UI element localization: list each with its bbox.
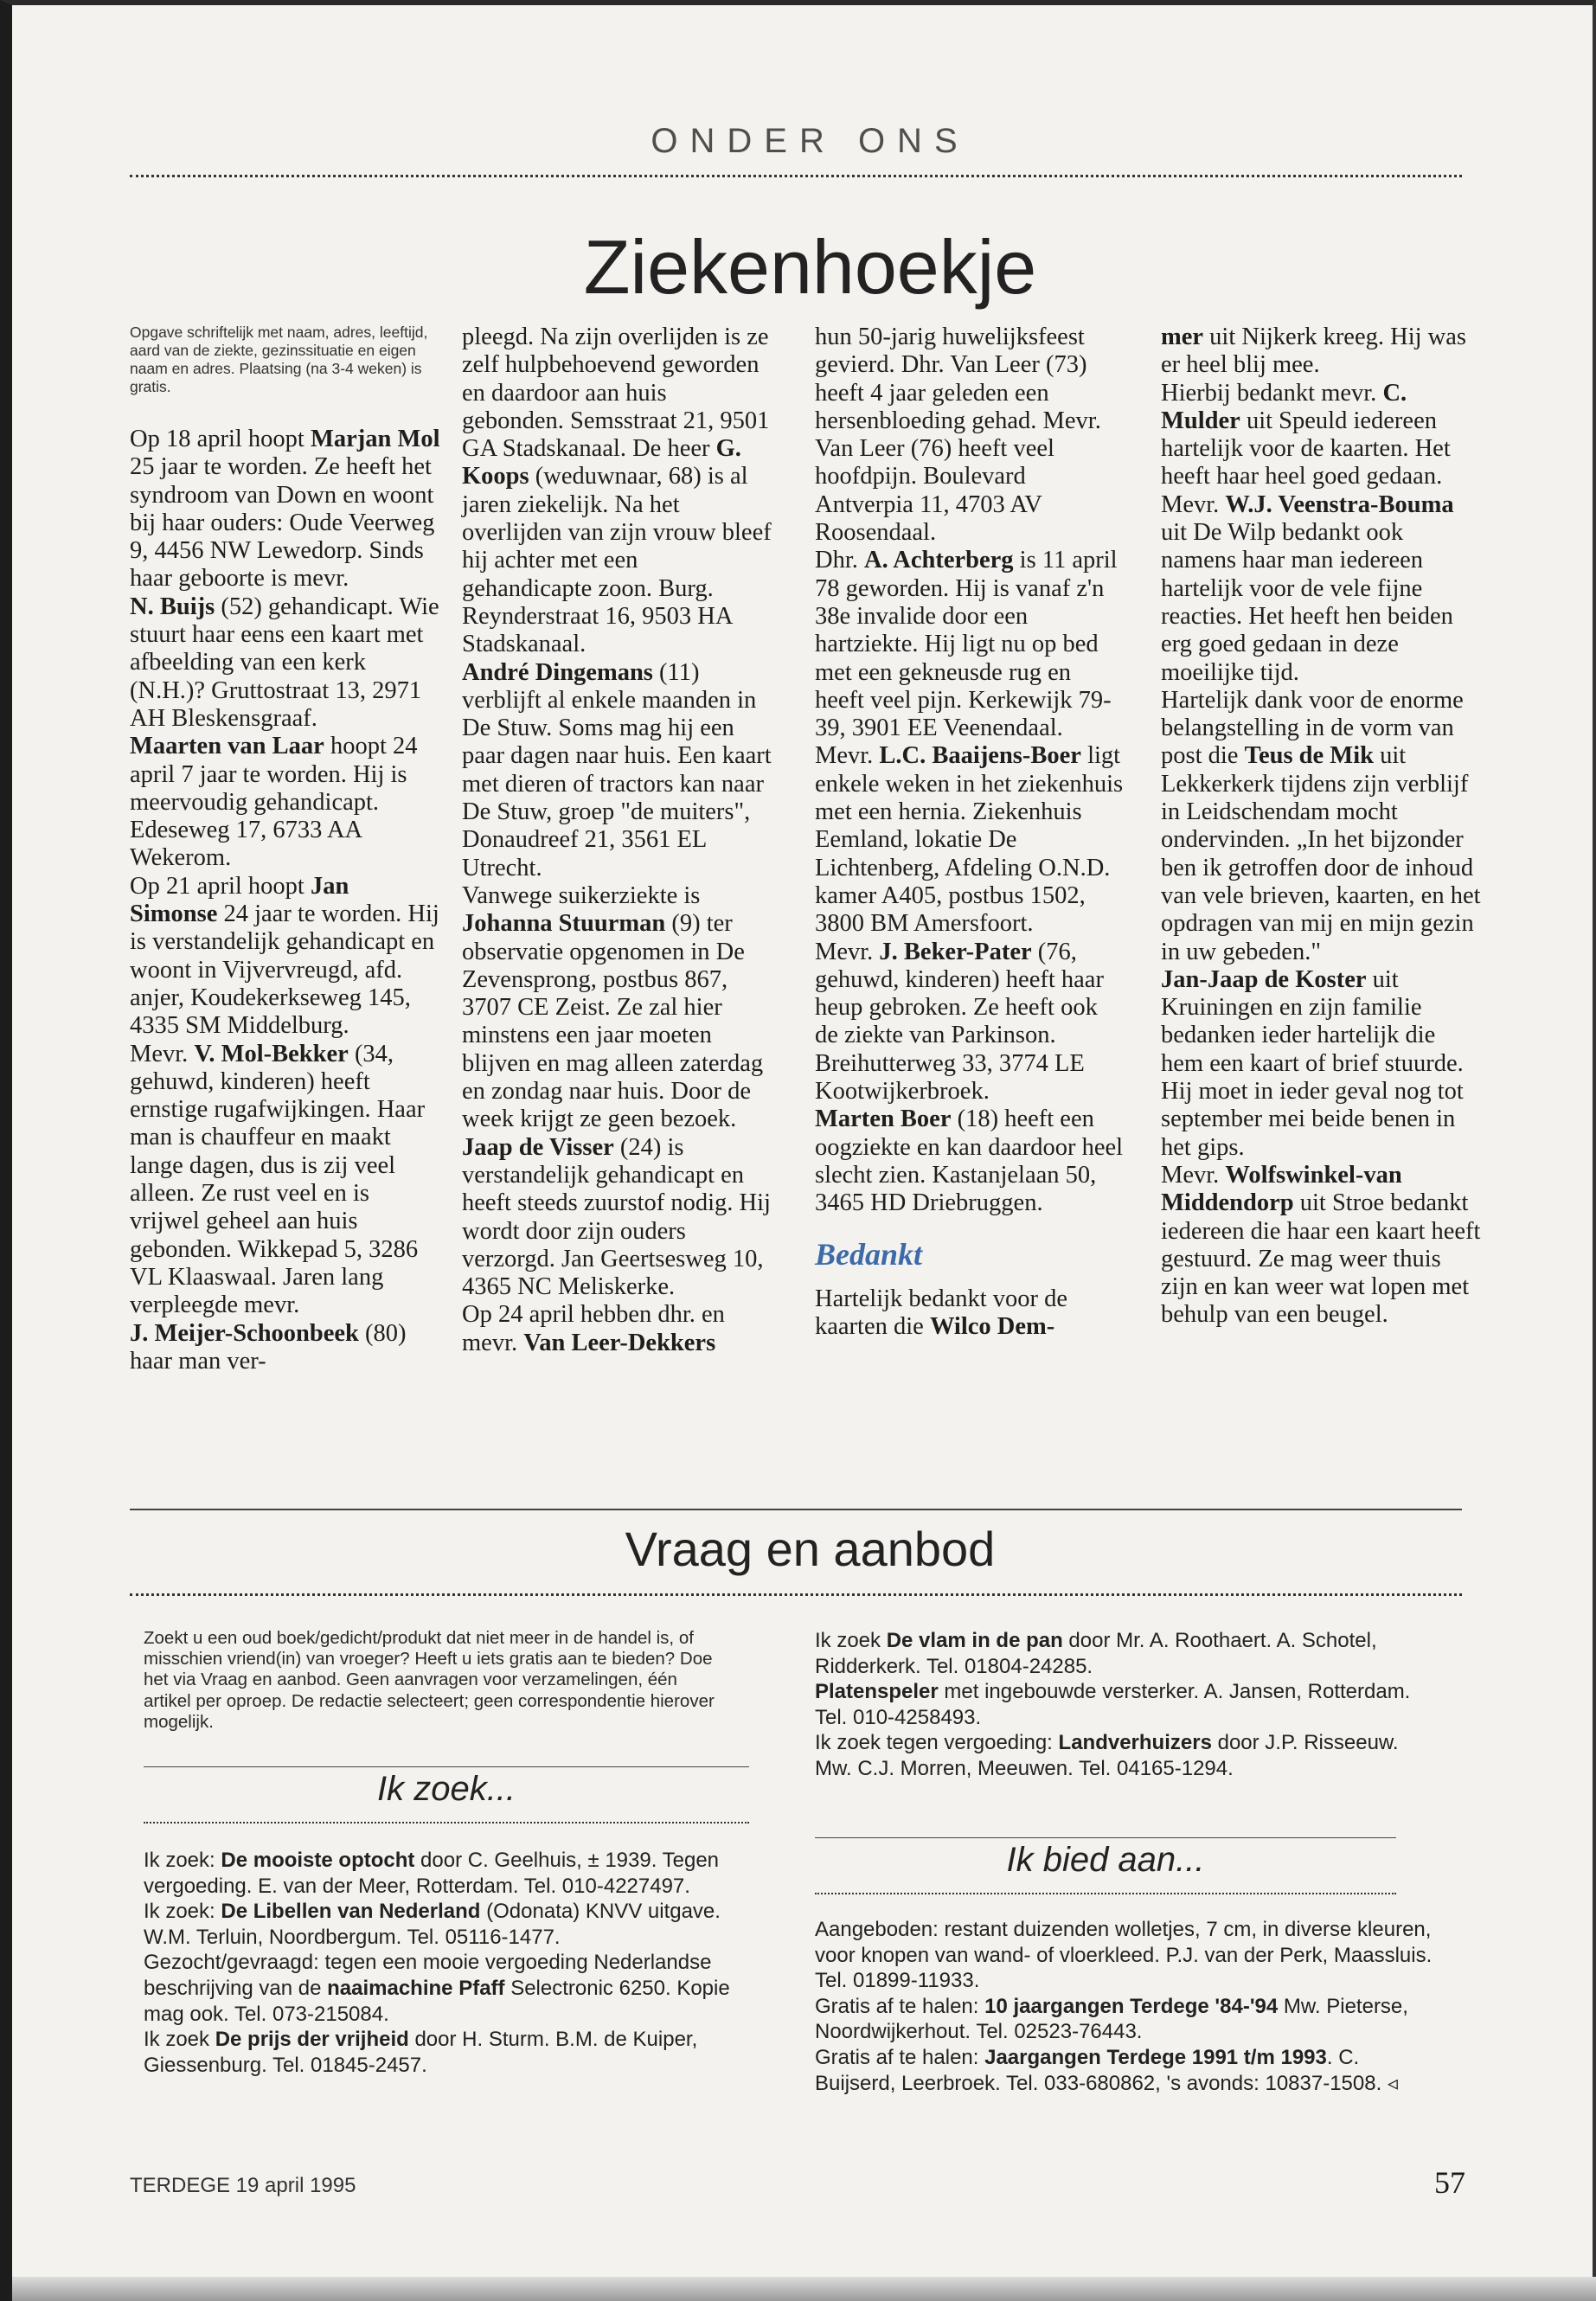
entry-name: 10 jaargangen Terdege '84-'94 (984, 1994, 1279, 2018)
entry-text: Hartelijk dank voor de enorme belangstelling in de vorm van post die (1161, 686, 1464, 770)
page-number: 57 (1434, 2165, 1465, 2200)
entry-text: Mevr. (1161, 1161, 1226, 1189)
entry-name: De prijs der vrijheid (215, 2028, 409, 2052)
entry (144, 1899, 740, 1950)
entry (1161, 687, 1481, 966)
entry-text: 25 jaar te worden. Ze heeft het syndroom van Down en woont bij haar ouders: Oude Veerweg 9, 4456 NW Lewedorp. Sinds haar geboorte is mevr. (130, 453, 435, 593)
entry-text: Op 24 april hebben dhr. en mevr. (462, 1301, 725, 1356)
footer-publication: TERDEGE 19 april 1995 (130, 2174, 356, 2197)
entry (130, 593, 441, 733)
entry-name: Marten Boer (815, 1106, 952, 1133)
bedankt-heading: Bedankt (815, 1236, 923, 1272)
entry-text: (9) ter observatie opgenomen in De Zevensprong, postbus 867, 3707 CE Zeist. Ze zal hier minstens een jaar moeten blijven en mag alleen zaterdag en zondag naar huis. Door de week krijgt ze geen bezoek. (462, 910, 764, 1133)
ziekenhoekje-intro: Opgave schriftelijk met naam, adres, leeftijd, aard van de ziekte, gezinssituatie en eigen naam en adres. Plaatsing (na 3-4 weken) is gratis. (130, 324, 428, 395)
entry-name: Wilco Dem- (929, 1313, 1055, 1341)
scan-edge (12, 2277, 1596, 2301)
entry (815, 547, 1126, 742)
entry-text: Mevr. (815, 938, 880, 965)
entry-name: Jan Simonse (130, 872, 349, 928)
entry (1161, 966, 1481, 1162)
entry-text: Hierbij bedankt mevr. (1161, 379, 1383, 407)
ik-zoek-list (144, 1848, 740, 2078)
entry-text: Gezocht/gevraagd: tegen een mooie vergoeding Nederlandse beschrijving van de (144, 1951, 712, 2000)
entry-name: De mooiste optocht (221, 1849, 415, 1872)
entry-name: De vlam in de pan (886, 1629, 1063, 1652)
entry-text: (18) heeft een oogziekte en kan daardoor heel slecht zien. Kastanjelaan 50, 3465 HD Driebruggen. (815, 1106, 1124, 1217)
entry (462, 324, 773, 659)
col4-entries (1161, 324, 1481, 1330)
entry (815, 1106, 1126, 1217)
col3-entries (815, 324, 1126, 1218)
entry-name: N. Buijs (130, 593, 215, 620)
entry-text: Vanwege suikerziekte is (462, 881, 701, 909)
entry (815, 1994, 1438, 2045)
ik-bied-list (815, 1917, 1438, 2096)
entry-text: Op 18 april hoopt (130, 426, 311, 452)
vraag-aanbod-intro: Zoekt u een oud boek/gedicht/produkt dat niet meer in de handel is, of misschien vriend(in) van vroeger? Heeft u iets gratis aan te bieden? Doe het via Vraag en aanbod. Geen aanvragen voor verzamelingen, één artikel per oproep. De redactie selecteert; geen correspondentie hierover mogelijk. (144, 1628, 715, 1732)
entry-text: . C. Buijserd, Leerbroek. Tel. 033-680862, 's avonds: 10837-1508. ◃ (815, 2045, 1398, 2095)
entry-name: Jan-Jaap de Koster (1161, 965, 1367, 993)
entry-text: Gratis af te halen: (815, 2045, 985, 2069)
entry-name: A. Achterberg (864, 547, 1014, 574)
entry (130, 1041, 441, 1320)
entry-text: uit Speuld iedereen hartelijk voor de kaarten. Het heeft haar heel goed gedaan. (1161, 407, 1451, 490)
entry-text: (Odonata) KNVV uitgave. W.M. Terluin, Noordbergum. Tel. 05116-1477. (144, 1900, 721, 1949)
entry (815, 742, 1126, 938)
entry (815, 1285, 1126, 1342)
entry-text: door C. Geelhuis, ± 1939. Tegen vergoeding. E. van der Meer, Rotterdam. Tel. 010-4227497. (144, 1849, 720, 1898)
entry (815, 939, 1126, 1106)
entry-text: (76, gehuwd, kinderen) heeft haar heup gebroken. Ze heeft ook de ziekte van Parkinson. Breihutterweg 33, 3774 LE Kootwijkerbroek. (815, 938, 1104, 1106)
entry (130, 426, 441, 593)
vraag-aanbod-title: Vraag en aanbod (625, 1522, 996, 1576)
entry-text: is 11 april 78 geworden. Hij is vanaf z'n 38e invalide door een hartziekte. Hij ligt nu op bed met een gekneusde rug en heeft veel pijn. Kerkewijk 79-39, 3901 EE Veenendaal. (815, 547, 1118, 742)
entry-name: Marjan Mol (310, 426, 440, 452)
entry (462, 882, 773, 1134)
ziekenhoekje-title: Ziekenhoekje (583, 224, 1037, 310)
entry-text: hun 50-jarig huwelijksfeest gevierd. Dhr. Van Leer (73) heeft 4 jaar geleden een hersenbloeding gehad. Mevr. Van Leer (76) heeft veel hoofdpijn. Boulevard Antverpia 11, 4703 AV Roosendaal. (815, 324, 1101, 547)
entry-text: Mevr. (815, 742, 880, 770)
entry-text: Ik zoek tegen vergoeding: (815, 1731, 1059, 1755)
entry-name: André Dingemans (462, 658, 653, 686)
entry-name: Jaargangen Terdege 1991 t/m 1993 (984, 2045, 1327, 2069)
header-rule (130, 175, 1462, 177)
entry-text: Gratis af te halen: (815, 1994, 985, 2018)
ik-zoek-rule (144, 1822, 749, 1823)
entry-text: Aangeboden: restant duizenden wolletjes, 7 cm, in diverse kleuren, voor knopen van wand- of vloerkleed. P.J. van der Perk, Maassluis. Tel. 01899-11933. (815, 1918, 1433, 1993)
entry-text: (34, gehuwd, kinderen) heeft ernstige rugafwijkingen. Haar man is chauffeur en maakt lange dagen, dus is zij veel alleen. Ze rust veel en is vrijwel geheel aan huis gebonden. Wikkepad 5, 3286 VL Klaaswaal. Jaren lang verpleegde mevr. (130, 1040, 426, 1319)
entry (462, 1134, 773, 1302)
col3-bedankt-entries (815, 1285, 1126, 1342)
entry-text: uit De Wilp bedankt ook namens haar man iedereen hartelijk voor de vele fijne reacties. Het heeft hen beiden erg goed gedaan in deze moeilijke tijd. (1161, 519, 1453, 686)
intro-rule (144, 1766, 749, 1767)
column-2 (462, 324, 773, 1357)
entry (130, 733, 441, 872)
col1-entries (130, 426, 441, 1375)
entry-text: Ik zoek: (144, 1900, 221, 1924)
entry (815, 1628, 1438, 1679)
entry-name: J. Beker-Pater (879, 938, 1032, 965)
entry-name: Jaap de Visser (462, 1133, 614, 1161)
entry (815, 324, 1126, 547)
entry-text: Ik zoek: (144, 1849, 221, 1872)
entry (144, 1848, 740, 1899)
ik-bied-heading: Ik bied aan... (1006, 1841, 1205, 1879)
entry-name: Maarten van Laar (130, 733, 324, 760)
entry-text: (24) is verstandelijk gehandicapt en heeft steeds zuurstof nodig. Hij wordt door zijn ouders verzorgd. Jan Geertsesweg 10, 4365 NC Meliskerke. (462, 1133, 771, 1301)
entry-text: ligt enkele weken in het ziekenhuis met een hernia. Ziekenhuis Eemland, lokatie De Lichtenberg, Afdeling O.N.D. kamer A405, postbus 1502, 3800 BM Amersfoort. (815, 742, 1124, 938)
entry-text: Dhr. (815, 547, 864, 574)
entry-text: door H. Sturm. B.M. de Kuiper, Giessenburg. Tel. 01845-2457. (144, 2028, 698, 2077)
entry (130, 873, 441, 1041)
section-divider (130, 1509, 1462, 1510)
entry-name: V. Mol-Bekker (194, 1040, 349, 1067)
column-4 (1161, 324, 1481, 1330)
entry-name: Landverhuizers (1058, 1731, 1212, 1755)
entry (815, 1679, 1438, 1730)
entry-text: door Mr. A. Roothaert. A. Schotel, Ridderkerk. Tel. 01804-24285. (815, 1629, 1377, 1678)
entry (144, 1950, 740, 2027)
column-1 (130, 324, 441, 1375)
entry-name: De Libellen van Nederland (221, 1900, 481, 1924)
entry (1161, 380, 1481, 491)
entry (815, 1730, 1438, 1781)
entry-text: Mw. Pieterse, Noordwijkerhout. Tel. 02523-76443. (815, 1994, 1408, 2044)
column-3 (815, 324, 1126, 1341)
entry-text: Op 21 april hoopt (130, 872, 311, 900)
entry-text: (weduwnaar, 68) is al jaren ziekelijk. Na het overlijden van zijn vrouw bleef hij achter met een gehandicapte zoon. Burg. Reynderstraat 16, 9503 HA Stadskanaal. (462, 463, 772, 658)
entry-text: Mevr. (1161, 490, 1226, 518)
entry-text: Hartelijk bedankt voor de kaarten die (815, 1285, 1068, 1341)
entry (815, 1917, 1438, 1994)
entry (1161, 1162, 1481, 1330)
col2-entries (462, 324, 773, 1357)
entry (462, 1301, 773, 1357)
entry-name: Van Leer-Dekkers (523, 1329, 716, 1356)
entry-text: uit Nijkerk kreeg. Hij was er heel blij mee. (1161, 324, 1466, 379)
entry-name: C. Mulder (1161, 379, 1407, 434)
entry-text: Mevr. (130, 1040, 195, 1067)
entry (1161, 324, 1481, 380)
entry (462, 659, 773, 882)
entry-text: Selectronic 6250. Kopie mag ook. Tel. 073-215084. (144, 1976, 730, 2026)
vraag-aanbod-rule (130, 1593, 1462, 1596)
entry-text: (11) verblijft al enkele maanden in De Stuw. Soms mag hij een paar dagen naar huis. Een kaart met dieren of tractors kan naar De Stuw, groep "de muiters", Donaudreef 21, 3561 EL Utrecht. (462, 658, 772, 881)
entry-name: Platenspeler (815, 1680, 939, 1704)
entry-text: met ingebouwde versterker. A. Jansen, Rotterdam. Tel. 010-4258493. (815, 1680, 1411, 1729)
entry-text: Ik zoek (815, 1629, 887, 1652)
entry-text: hoopt 24 april 7 jaar te worden. Hij is meervoudig gehandicapt. Edeseweg 17, 6733 AA Wekerom. (130, 733, 418, 872)
ik-bied-rule (815, 1893, 1396, 1894)
entry-name: J. Meijer-Schoonbeek (130, 1319, 359, 1347)
section-label: ONDER ONS (651, 122, 970, 160)
right-top-list (815, 1628, 1438, 1782)
ik-zoek-heading: Ik zoek... (376, 1770, 516, 1808)
entry-name: Teus de Mik (1244, 742, 1374, 770)
entry-text: uit Kruiningen en zijn familie bedanken ieder hartelijk die hem een kaart of brief stuurde. Hij moet in ieder geval nog tot september mei beide benen in het gips. (1161, 965, 1464, 1161)
entry-text: pleegd. Na zijn overlijden is ze zelf hulpbehoevend geworden en daardoor aan huis gebonden. Semsstraat 21, 9501 GA Stadskanaal. De heer (462, 324, 770, 463)
entry (144, 2027, 740, 2078)
entry-text: uit Stroe bedankt iedereen die haar een kaart heeft gestuurd. Ze mag weer thuis zijn en kan weer wat lopen met behulp van een beugel. (1161, 1189, 1481, 1329)
entry-text: (52) gehandicapt. Wie stuurt haar eens een kaart met afbeelding van een kerk (N.H.)? Gruttostraat 13, 2971 AH Bleskensgraaf. (130, 593, 439, 732)
entry-name: mer (1161, 324, 1204, 350)
entry-text: (80) haar man ver- (130, 1319, 407, 1375)
ik-bied-top-rule (815, 1837, 1396, 1838)
entry (130, 1320, 441, 1376)
entry-name: Wolfswinkel-van Middendorp (1161, 1161, 1402, 1217)
entry-text: 24 jaar te worden. Hij is verstandelijk gehandicapt en woont in Vijvervreugd, afd. anjer, Koudekerkseweg 145, 4335 SM Middelburg. (130, 901, 439, 1040)
entry-text: uit Lekkerkerk tijdens zijn verblijf in Leidschendam mocht ondervinden. „In het bijzonder ben ik getroffen door de inhoud van vele brieven, kaarten, en het opdragen van mij en mijn gezin in uw gebeden." (1161, 742, 1481, 965)
entry-name: Johanna Stuurman (462, 910, 666, 938)
entry-name: naaimachine Pfaff (327, 1976, 505, 2000)
entry-name: L.C. Baaijens-Boer (879, 742, 1081, 770)
entry (1161, 491, 1481, 687)
entry-text: Ik zoek (144, 2028, 215, 2052)
entry (815, 2045, 1438, 2096)
entry-text: door J.P. Risseeuw. Mw. C.J. Morren, Meeuwen. Tel. 04165-1294. (815, 1731, 1399, 1780)
entry-name: G. Koops (462, 435, 741, 490)
entry-name: W.J. Veenstra-Bouma (1225, 490, 1454, 518)
